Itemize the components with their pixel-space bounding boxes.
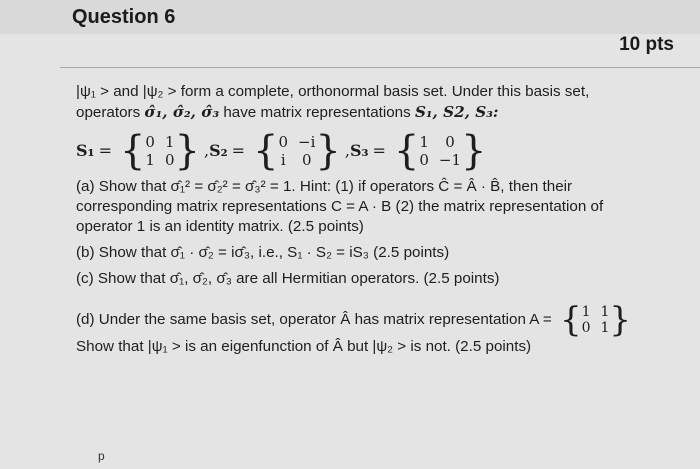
matrix-cell: 1 xyxy=(600,304,610,320)
s3-label: S₃ xyxy=(349,141,369,160)
matrix-s3: { 1 0 0 −1 } xyxy=(393,128,487,174)
part-a-line-3: operator 1 is an identity matrix. (2.5 points) xyxy=(76,218,364,235)
part-d-line-2: Show that |ψ₁ > is an eigenfunction of Â but |ψ₂ > is not. (2.5 points) xyxy=(76,338,532,355)
question-title: Question 6 xyxy=(72,6,176,28)
part-a-line-2: corresponding matrix representations C = A · B (2) the matrix representation of xyxy=(76,198,604,215)
question-card xyxy=(0,34,700,469)
matrix-cell: 1 xyxy=(145,151,155,169)
matrix-cell: 0 xyxy=(301,151,312,169)
question-header xyxy=(0,0,700,35)
matrix-cell: −1 xyxy=(438,151,462,169)
intro-text-b: have matrix representations xyxy=(219,104,415,121)
intro-line-1: |ψ₁ > and |ψ₂ > form a complete, orthonormal basis set. Under this basis set, xyxy=(76,83,590,100)
part-d-line-1 xyxy=(76,300,676,340)
matrix-cell: −i xyxy=(298,133,316,151)
matrix-symbols: S₁, S2, S₃: xyxy=(414,103,499,121)
question-body xyxy=(76,82,676,357)
part-d-text: (d) Under the same basis set, operator Â has matrix representation A = xyxy=(76,311,552,329)
matrix-cell: 1 xyxy=(581,304,591,320)
matrix-s2: { 0 −i i 0 } xyxy=(253,128,341,174)
matrix-cell: 0 xyxy=(445,133,455,151)
matrix-cell: 0 xyxy=(145,133,155,151)
matrix-cell: 0 xyxy=(278,133,289,151)
intro-line-2 xyxy=(76,102,676,123)
matrix-cell: 0 xyxy=(164,151,175,169)
matrix-cell: i xyxy=(280,151,286,169)
intro-text-a: operators xyxy=(76,104,145,121)
divider xyxy=(60,67,700,68)
matrix-cell: 1 xyxy=(419,133,429,151)
points-label: 10 pts xyxy=(619,34,674,55)
operators-symbols: σ̂₁, σ̂₂, σ̂₃ xyxy=(144,103,220,121)
s2-label: S₂ xyxy=(209,141,228,160)
part-c: (c) Show that σ̂₁, σ̂₂, σ̂₃ are all Hermitian operators. (2.5 points) xyxy=(76,270,500,287)
s1-label: S₁ xyxy=(76,141,95,160)
matrix-cell: 1 xyxy=(164,133,175,151)
matrix-definitions: S₁ = { 0 1 1 0 } , S₂ = { 0 −i i 0 } , S₃ = { 1 0 0 −1 } xyxy=(76,128,487,174)
matrix-cell: 0 xyxy=(419,151,429,169)
matrix-cell: 0 xyxy=(581,320,591,336)
part-a-line-1: (a) Show that σ̂₁² = σ̂₂² = σ̂₃² = 1. Hint: (1) if operators Ĉ = Â · B̂, then their xyxy=(76,178,573,195)
matrix-s1: { 0 1 1 0 } xyxy=(119,128,200,174)
matrix-a: { 1 1 0 1 } xyxy=(559,300,632,340)
matrix-cell: 1 xyxy=(600,320,610,336)
paragraph-marker: p xyxy=(98,449,105,463)
part-b: (b) Show that σ̂₁ · σ̂₂ = iσ̂₃, i.e., S₁ · S₂ = iS₃ (2.5 points) xyxy=(76,244,450,261)
